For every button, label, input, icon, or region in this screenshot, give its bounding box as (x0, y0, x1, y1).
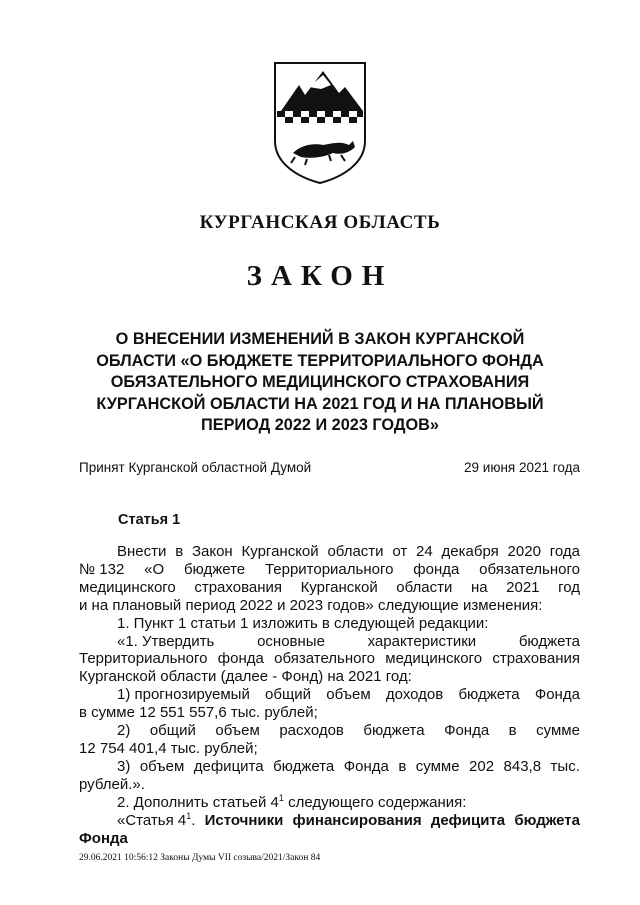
word: финансирования (292, 811, 422, 829)
text-line (79, 650, 580, 668)
word: основные (257, 632, 325, 650)
law-title (70, 329, 570, 437)
coat-of-arms-emblem (271, 57, 369, 185)
adoption-date: 29 июня 2021 года (464, 460, 580, 475)
word: на (470, 578, 488, 596)
word: года (549, 543, 580, 560)
word: медицинского (385, 650, 483, 668)
word: характеристики (367, 632, 477, 650)
word: в (398, 757, 407, 775)
text-line (79, 597, 580, 615)
word: обязательного (274, 650, 375, 668)
title-line: ОБЛАСТИ «О БЮДЖЕТЕ ТЕРРИТОРИАЛЬНОГО ФОНДА (96, 351, 544, 370)
word: объем (215, 722, 260, 740)
line-text: и на плановый период 2022 и 2023 годов» следующие изменения: (79, 596, 543, 614)
word: 2020 (507, 543, 541, 560)
word: от (392, 543, 408, 560)
word: фонда (413, 560, 460, 578)
word: страхования (492, 650, 580, 668)
text-line (79, 812, 580, 830)
line-text: 2. Дополнить статьей $4^1$ следующего содержания: (117, 792, 467, 811)
word: год (558, 578, 580, 596)
text-line (79, 686, 580, 704)
word: бюджета (514, 811, 580, 829)
word: дефицита (430, 811, 506, 829)
word: области (327, 543, 384, 560)
word: Источники (204, 811, 284, 829)
word: в (508, 722, 517, 740)
word: бюджета (458, 686, 520, 704)
text-line (79, 830, 580, 848)
word: бюджета (363, 722, 425, 740)
text-line (79, 668, 580, 686)
line-text: в сумме 12 551 557,6 тыс. рублей; (79, 704, 318, 722)
word: «О (144, 560, 165, 578)
title-line: О ВНЕСЕНИИ ИЗМЕНЕНИЙ В ЗАКОН КУРГАНСКОЙ (115, 330, 525, 348)
line-text: Курганской области (далее - Фонд) на 2021 год: (79, 668, 412, 686)
word: № 132 (79, 560, 125, 578)
article-4-1-label: «Статья $4^1$. (117, 810, 196, 829)
word: общий (149, 722, 196, 740)
line-text: Фонда (79, 829, 128, 847)
word: сумме (415, 757, 460, 775)
region-name: КУРГАНСКАЯ ОБЛАСТЬ (199, 212, 441, 233)
title-line: КУРГАНСКОЙ ОБЛАСТИ НА 2021 ГОД И НА ПЛАНОВЫЙ (96, 394, 544, 413)
word: Курганской (241, 543, 319, 560)
word: Закон (191, 543, 233, 560)
text-line (79, 740, 580, 758)
word: Территориального (79, 650, 208, 668)
document-type: ЗАКОН (246, 260, 394, 292)
word: Фонда (343, 757, 389, 775)
word: Фонда (534, 686, 580, 704)
line-text: 1. Пункт 1 статьи 1 изложить в следующей редакции: (117, 614, 489, 632)
word: Фонда (444, 722, 490, 740)
word: расходов (279, 722, 344, 740)
word: 3) (117, 757, 131, 775)
text-line (79, 722, 580, 740)
article-heading: Статья 1 (118, 512, 181, 528)
word: объем (139, 757, 185, 775)
word: дефицита (193, 757, 264, 775)
word: «1. Утвердить (117, 632, 215, 650)
adopted-by: Принят Курганской областной Думой (79, 460, 312, 475)
word: Курганской (300, 578, 378, 596)
word: 1) прогнозируемый (117, 686, 250, 704)
word: объем (326, 686, 371, 704)
word: доходов (385, 686, 444, 704)
word: общий (265, 686, 312, 704)
text-line (79, 543, 580, 561)
article-body (79, 543, 580, 847)
text-line (79, 633, 580, 651)
word: медицинского (79, 578, 176, 596)
line-text: 12 754 401,4 тыс. рублей; (79, 739, 258, 757)
text-line (79, 776, 580, 794)
word: 202 (469, 757, 495, 775)
text-line (79, 615, 580, 633)
title-line: ПЕРИОД 2022 И 2023 ГОДОВ» (201, 416, 439, 434)
document-footer: 29.06.2021 10:56:12 Законы Думы VII созыва/2021/Закон 84 (79, 853, 321, 863)
text-line (79, 704, 580, 722)
word: 2) (117, 722, 131, 740)
word: бюджета (273, 757, 335, 775)
word: бюджета (518, 632, 580, 650)
text-line (79, 758, 580, 776)
word: 24 (416, 543, 433, 560)
text-line (79, 561, 580, 579)
word: Внести (117, 543, 167, 560)
word: области (396, 578, 453, 596)
word: 2021 (506, 578, 540, 596)
text-line (79, 579, 580, 597)
line-text: рублей.». (79, 775, 145, 793)
word: декабря (441, 543, 499, 560)
title-line: ОБЯЗАТЕЛЬНОГО МЕДИЦИНСКОГО СТРАХОВАНИЯ (110, 373, 530, 391)
word: Территориального (264, 560, 394, 578)
word: бюджете (183, 560, 246, 578)
word: страхования (194, 578, 282, 596)
word: фонда (217, 650, 264, 668)
word: тыс. (550, 757, 580, 775)
word: сумме (536, 722, 580, 740)
word: 843,8 (503, 757, 542, 775)
word: в (175, 543, 184, 560)
text-line (79, 794, 580, 812)
word: обязательного (479, 560, 580, 578)
